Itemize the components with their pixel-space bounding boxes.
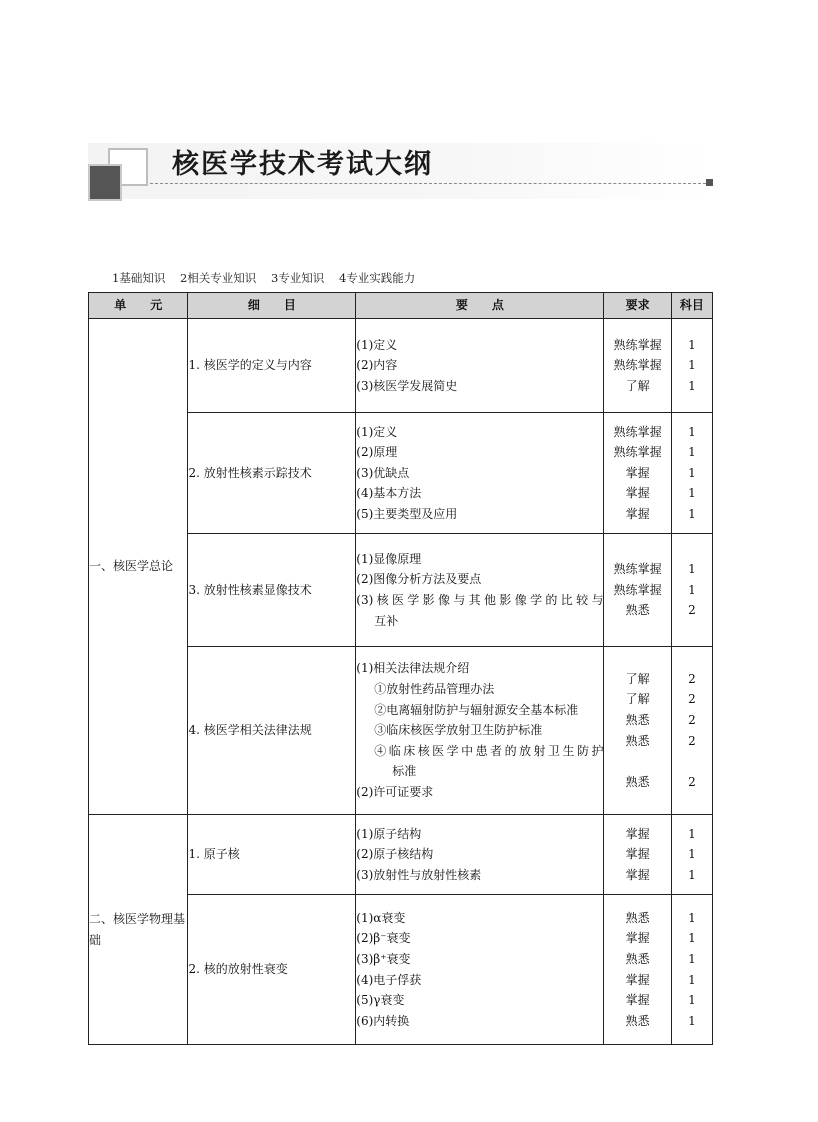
subject-value: 1 [688, 951, 696, 966]
point-line: (2)β⁻衰变 [356, 931, 411, 946]
point-line: (3)核医学发展简史 [356, 378, 458, 393]
subject-value: 1 [688, 972, 696, 987]
point-line: (2)原子核结构 [356, 847, 434, 862]
point-line: (4)电子俘获 [356, 972, 422, 987]
subject-value: 2 [688, 671, 696, 686]
subject-cell [671, 534, 712, 647]
requirement-value: 掌握 [625, 465, 650, 480]
subject-legend [112, 270, 426, 286]
subject-value: 2 [688, 603, 696, 618]
requirement-value: 熟练掌握 [613, 582, 662, 597]
subject-value: 1 [688, 847, 696, 862]
subject-value: 1 [688, 826, 696, 841]
point-line: (5)主要类型及应用 [356, 506, 458, 521]
requirement-value: 熟悉 [625, 712, 650, 727]
requirement-value: 掌握 [625, 506, 650, 521]
subject-value: 2 [688, 692, 696, 707]
points-cell [356, 413, 604, 534]
points-cell [356, 534, 604, 647]
point-subline: ①放射性药品管理办法 [374, 682, 495, 697]
subject-cell [671, 413, 712, 534]
point-subline: ②电离辐射防护与辐射源安全基本标准 [374, 702, 579, 717]
table-row [89, 815, 713, 895]
subject-value: 1 [688, 867, 696, 882]
point-line: (2)原理 [356, 445, 398, 460]
point-line: (6)内转换 [356, 1013, 410, 1028]
point-line-continuation: 互补 [374, 613, 399, 628]
requirement-spacer [604, 751, 670, 772]
legend-item: 1基础知识 [112, 271, 166, 285]
subject-value: 2 [688, 733, 696, 748]
requirement-value: 熟悉 [625, 774, 650, 789]
requirement-value: 掌握 [625, 826, 650, 841]
subject-value: 1 [688, 465, 696, 480]
requirement-value: 掌握 [625, 486, 650, 501]
point-line: (1)显像原理 [356, 551, 422, 566]
requirement-value: 掌握 [625, 867, 650, 882]
requirement-cell [604, 815, 671, 895]
unit-cell: 二、核医学物理基础 [89, 815, 188, 1045]
table-header-row [89, 293, 713, 319]
point-line: (1)α衰变 [356, 910, 406, 925]
subject-cell [671, 647, 712, 815]
point-line: (2)内容 [356, 358, 398, 373]
header-rule-end-square [706, 179, 713, 186]
subject-value: 1 [688, 445, 696, 460]
col-header-item: 细 目 [188, 293, 356, 319]
requirement-value: 熟悉 [625, 603, 650, 618]
point-line: (3)优缺点 [356, 465, 410, 480]
legend-item: 2相关专业知识 [179, 271, 257, 285]
point-line: (1)定义 [356, 337, 398, 352]
requirement-cell [604, 413, 671, 534]
subject-value: 1 [688, 506, 696, 521]
subject-value: 1 [688, 337, 696, 352]
requirement-value: 熟练掌握 [613, 562, 662, 577]
requirement-value: 了解 [625, 692, 650, 707]
item-cell: 4. 核医学相关法律法规 [188, 647, 356, 815]
subject-value: 1 [688, 424, 696, 439]
subject-value: 1 [688, 993, 696, 1008]
requirement-value: 掌握 [625, 993, 650, 1008]
points-cell [356, 319, 604, 413]
point-line: (4)基本方法 [356, 486, 422, 501]
requirement-cell [604, 647, 671, 815]
header-decor-square-dark [88, 164, 122, 201]
requirement-value: 熟悉 [625, 1013, 650, 1028]
point-line-continuation: 标准 [392, 764, 417, 779]
col-header-requirement: 要求 [604, 293, 671, 319]
requirement-value: 熟练掌握 [613, 445, 662, 460]
point-subline: ④临床核医学中患者的放射卫生防护 [374, 743, 604, 758]
requirement-value: 掌握 [625, 931, 650, 946]
subject-cell [671, 815, 712, 895]
requirement-value: 熟悉 [625, 910, 650, 925]
points-cell [356, 647, 604, 815]
points-cell [356, 895, 604, 1045]
point-line: (1)定义 [356, 424, 398, 439]
requirement-value: 了解 [625, 378, 650, 393]
page-title: 核医学技术考试大纲 [172, 149, 433, 180]
point-line: (2)图像分析方法及要点 [356, 572, 482, 587]
legend-item: 3专业知识 [270, 271, 325, 285]
subject-value: 1 [688, 486, 696, 501]
point-line: (1)相关法律法规介绍 [356, 661, 470, 676]
subject-value: 1 [688, 582, 696, 597]
item-cell: 1. 核医学的定义与内容 [188, 319, 356, 413]
requirement-value: 熟悉 [625, 951, 650, 966]
subject-value: 2 [688, 774, 696, 789]
requirement-value: 熟练掌握 [613, 358, 662, 373]
legend-item: 4专业实践能力 [338, 271, 416, 285]
syllabus-table [88, 292, 713, 1045]
header-dashed-rule [150, 183, 706, 184]
col-header-points: 要 点 [356, 293, 604, 319]
point-line: (3)β⁺衰变 [356, 951, 411, 966]
requirement-cell [604, 319, 671, 413]
point-line: (3)核医学影像与其他影像学的比较与 [356, 593, 604, 607]
requirement-value: 熟练掌握 [613, 424, 662, 439]
subject-spacer [672, 751, 712, 772]
item-cell: 1. 原子核 [188, 815, 356, 895]
col-header-subject: 科目 [671, 293, 712, 319]
subject-value: 1 [688, 931, 696, 946]
subject-cell [671, 895, 712, 1045]
requirement-cell [604, 895, 671, 1045]
requirement-value: 掌握 [625, 972, 650, 987]
requirement-cell [604, 534, 671, 647]
requirement-value: 熟悉 [625, 733, 650, 748]
point-line: (1)原子结构 [356, 826, 422, 841]
unit-cell: 一、核医学总论 [89, 319, 188, 815]
table-row [89, 319, 713, 413]
subject-value: 1 [688, 378, 696, 393]
point-line: (3)放射性与放射性核素 [356, 867, 482, 882]
subject-value: 1 [688, 562, 696, 577]
subject-cell [671, 319, 712, 413]
subject-value: 1 [688, 910, 696, 925]
point-line: (2)许可证要求 [356, 784, 434, 799]
subject-value: 1 [688, 358, 696, 373]
subject-value: 2 [688, 712, 696, 727]
points-cell [356, 815, 604, 895]
requirement-value: 掌握 [625, 847, 650, 862]
requirement-value: 了解 [625, 671, 650, 686]
col-header-unit: 单 元 [89, 293, 188, 319]
item-cell: 2. 放射性核素示踪技术 [188, 413, 356, 534]
item-cell: 2. 核的放射性衰变 [188, 895, 356, 1045]
point-line: (5)γ衰变 [356, 993, 405, 1008]
point-subline: ③临床核医学放射卫生防护标准 [374, 723, 543, 738]
requirement-value: 熟练掌握 [613, 337, 662, 352]
subject-value: 1 [688, 1013, 696, 1028]
item-cell: 3. 放射性核素显像技术 [188, 534, 356, 647]
